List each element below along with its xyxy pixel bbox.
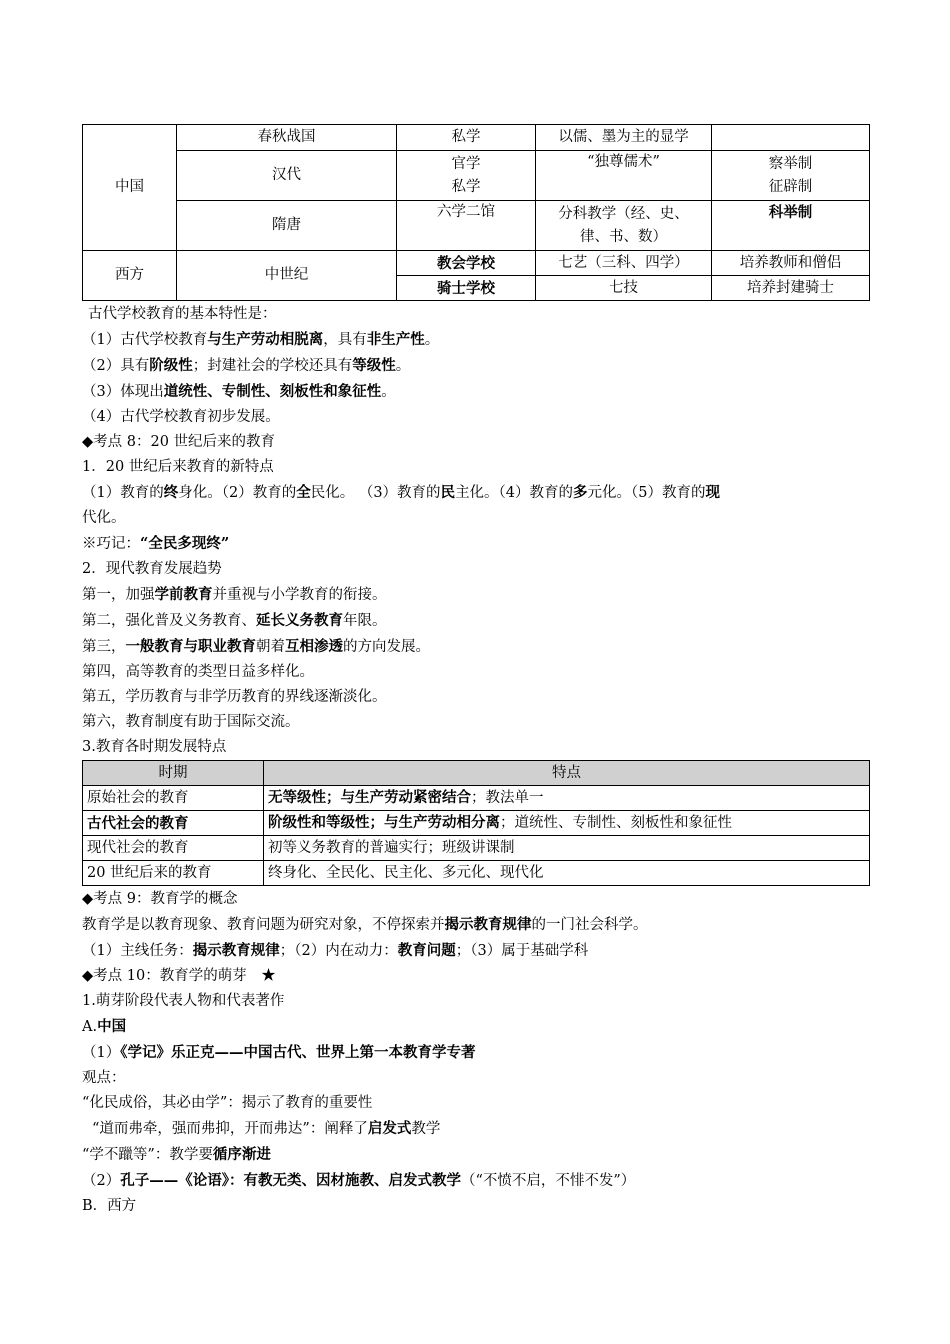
text: 身化。（2）教育的 <box>178 485 297 501</box>
purpose-cell: 培养封建骑士 <box>712 276 870 301</box>
bold-text: 无等级性；与生产劳动紧密结合 <box>268 789 471 806</box>
section-20th-century <box>82 430 869 760</box>
school-line: 官学 <box>451 155 481 172</box>
purpose-line: 察举制 <box>768 155 813 172</box>
column-header: 特点 <box>264 761 870 786</box>
paragraph <box>82 912 869 938</box>
quote-line <box>82 1116 869 1142</box>
text: （“不愤不启，不悱不发”） <box>460 1173 636 1189</box>
table-row <box>83 861 870 886</box>
bold-text: 循序渐进 <box>212 1146 271 1163</box>
school-line: 私学 <box>451 178 481 195</box>
bold-text: 延长义务教育 <box>256 612 343 629</box>
bold-text: 互相渗透 <box>285 638 343 655</box>
bold-text: 等级性 <box>352 357 396 374</box>
text: ，具有 <box>323 332 367 348</box>
subheading: 1.萌芽阶段代表人物和代表著作 <box>82 993 285 1009</box>
bold-text: 中国 <box>97 1018 127 1035</box>
quote-line: “化民成俗，其必由学”：揭示了教育的重要性 <box>82 1095 373 1111</box>
text: 并重视与小学教育的衔接。 <box>212 587 387 603</box>
content-line: 分科教学（经、史、 <box>558 205 689 222</box>
table-row <box>83 251 870 276</box>
text: 的方向发展。 <box>343 639 430 655</box>
table-row <box>83 201 870 251</box>
text: 教育学是以教育现象、教育问题为研究对象，不停探索并 <box>82 917 445 933</box>
text: ；（2）内在动力： <box>279 943 398 959</box>
content-cell: “独尊儒术” <box>536 151 712 201</box>
school-cell: 骑士学校 <box>397 276 536 301</box>
feature-cell: 终身化、全民化、民主化、多元化、现代化 <box>264 861 870 886</box>
text: 教学 <box>411 1121 441 1137</box>
list-item <box>82 353 869 379</box>
subheading: 1．20 世纪后来教育的新特点 <box>82 459 274 475</box>
text: （3）体现出 <box>82 384 164 400</box>
table-row <box>83 125 870 151</box>
features-line <box>82 480 869 506</box>
bold-text: 《学记》乐正克——中国古代、世界上第一本教育学专著 <box>120 1044 476 1061</box>
text: 年限。 <box>343 613 387 629</box>
bold-text: “全民多现终” <box>140 535 230 552</box>
bold-text: 揭示教育规律 <box>192 942 280 959</box>
section-pedagogy-origin <box>82 964 869 1219</box>
memory-tip <box>82 531 869 557</box>
text: ；道统性、专制性、刻板性和象征性 <box>500 815 732 831</box>
trend-item: 第五，学历教育与非学历教育的界线逐渐淡化。 <box>82 689 387 705</box>
bold-text: 阶级性和等级性；与生产劳动相分离 <box>268 814 500 831</box>
purpose-cell <box>712 125 870 151</box>
ancient-education-table <box>82 124 870 301</box>
bold-text: 多 <box>573 484 588 501</box>
school-cell: 六学二馆 <box>397 201 536 251</box>
list-item <box>82 379 869 405</box>
subheading: 3.教育各时期发展特点 <box>82 739 227 755</box>
period-cell: 隋唐 <box>177 201 397 251</box>
period-cell: 汉代 <box>177 151 397 201</box>
bold-text: 全 <box>296 484 311 501</box>
period-cell: 春秋战国 <box>177 125 397 151</box>
school-cell: 教会学校 <box>397 251 536 276</box>
purpose-line: 征辟制 <box>768 178 813 195</box>
purpose-cell: 科举制 <box>712 201 870 251</box>
bold-text: 现 <box>705 484 721 501</box>
content-cell: 七技 <box>536 276 712 301</box>
list-item <box>82 1168 869 1194</box>
bold-text: 一般教育与职业教育 <box>125 638 256 655</box>
bold-text: 孔子——《论语》：有教无类、因材施教、启发式教学 <box>120 1172 461 1189</box>
text: 第一，加强 <box>82 587 155 603</box>
period-features-table <box>82 760 870 886</box>
trend-item <box>82 582 869 608</box>
section-heading: ◆考点 10：教育学的萌芽 ★ <box>82 968 276 984</box>
list-item <box>82 1040 869 1066</box>
text: A. <box>82 1019 98 1035</box>
feature-cell: 初等义务教育的普遍实行；班级讲课制 <box>264 836 870 861</box>
subheading <box>82 1014 869 1040</box>
text: 民化。 （3）教育的 <box>310 485 441 501</box>
bold-text: 教育问题 <box>397 942 456 959</box>
section-heading: ◆考点 8：20 世纪后来的教育 <box>82 434 276 450</box>
period-cell: 20 世纪后来的教育 <box>83 861 264 886</box>
section-heading: ◆考点 9：教育学的概念 <box>82 891 238 907</box>
text: ；教法单一 <box>471 790 544 806</box>
bold-text: 与生产劳动相脱离 <box>207 331 324 348</box>
text: 第二，强化普及义务教育、 <box>82 613 256 629</box>
section-ancient-features <box>82 302 869 430</box>
text: （2）具有 <box>82 358 150 374</box>
paragraph: 古代学校教育的基本特性是： <box>88 306 277 322</box>
text: “学不躐等”：教学要 <box>82 1147 213 1163</box>
bold-text: 阶级性 <box>149 357 193 374</box>
document-page <box>82 124 869 1219</box>
feature-cell <box>264 811 870 836</box>
quote-line <box>82 1142 869 1168</box>
subheading: B．西方 <box>82 1198 137 1214</box>
period-cell: 古代社会的教育 <box>83 811 264 836</box>
table-row <box>83 836 870 861</box>
text: ；封建社会的学校还具有 <box>192 358 353 374</box>
school-cell <box>397 151 536 201</box>
text: （1） <box>82 1045 121 1061</box>
section-pedagogy-concept <box>82 887 869 964</box>
bold-text: 道统性、专制性、刻板性和象征性 <box>163 383 382 400</box>
text: 朝着 <box>256 639 285 655</box>
purpose-cell: 培养教师和僧侣 <box>712 251 870 276</box>
bold-text: 终 <box>163 484 179 501</box>
feature-cell <box>264 786 870 811</box>
bold-text: 民 <box>440 484 456 501</box>
text: “道而弗牵，强而弗抑，开而弗达”：阐释了 <box>92 1121 368 1137</box>
features-line-end: 代化。 <box>82 510 126 526</box>
paragraph: 观点： <box>82 1070 126 1086</box>
trend-item: 第四，高等教育的类型日益多样化。 <box>82 664 314 680</box>
text: 主化。（4）教育的 <box>455 485 574 501</box>
bold-text: 启发式 <box>367 1120 412 1137</box>
period-cell: 现代社会的教育 <box>83 836 264 861</box>
region-cell: 西方 <box>83 251 177 301</box>
text: ；（3）属于基础学科 <box>455 943 589 959</box>
trend-item <box>82 608 869 634</box>
content-cell: 以儒、墨为主的显学 <box>536 125 712 151</box>
content-cell <box>536 201 712 251</box>
text: 的一门社会科学。 <box>531 917 648 933</box>
list-item: （4）古代学校教育初步发展。 <box>82 409 280 425</box>
bold-text: 揭示教育规律 <box>444 916 532 933</box>
text: 。 <box>424 332 440 348</box>
text: （1）主线任务： <box>82 943 193 959</box>
trend-item <box>82 634 869 660</box>
content-cell: 七艺（三科、四学） <box>536 251 712 276</box>
trend-item: 第六，教育制度有助于国际交流。 <box>82 714 300 730</box>
school-cell: 私学 <box>397 125 536 151</box>
table-row <box>83 786 870 811</box>
text: 。 <box>395 358 411 374</box>
text: （2） <box>82 1173 121 1189</box>
list-item <box>82 327 869 353</box>
text: 。 <box>381 384 396 400</box>
bold-text: 非生产性 <box>366 331 425 348</box>
period-cell: 中世纪 <box>177 251 397 301</box>
content-line: 律、书、数） <box>580 228 667 245</box>
subheading: 2．现代教育发展趋势 <box>82 561 222 577</box>
text: 元化。（5）教育的 <box>587 485 706 501</box>
table-row <box>83 811 870 836</box>
text: （1）古代学校教育 <box>82 332 208 348</box>
points-line <box>82 938 869 964</box>
table-row <box>83 151 870 201</box>
text: （1）教育的 <box>82 485 164 501</box>
column-header: 时期 <box>83 761 264 786</box>
table-header-row <box>83 761 870 786</box>
bold-text: 学前教育 <box>154 586 213 603</box>
text: ※巧记： <box>82 536 140 552</box>
text: 第三， <box>82 639 126 655</box>
region-cell: 中国 <box>83 125 177 251</box>
purpose-cell <box>712 151 870 201</box>
period-cell: 原始社会的教育 <box>83 786 264 811</box>
